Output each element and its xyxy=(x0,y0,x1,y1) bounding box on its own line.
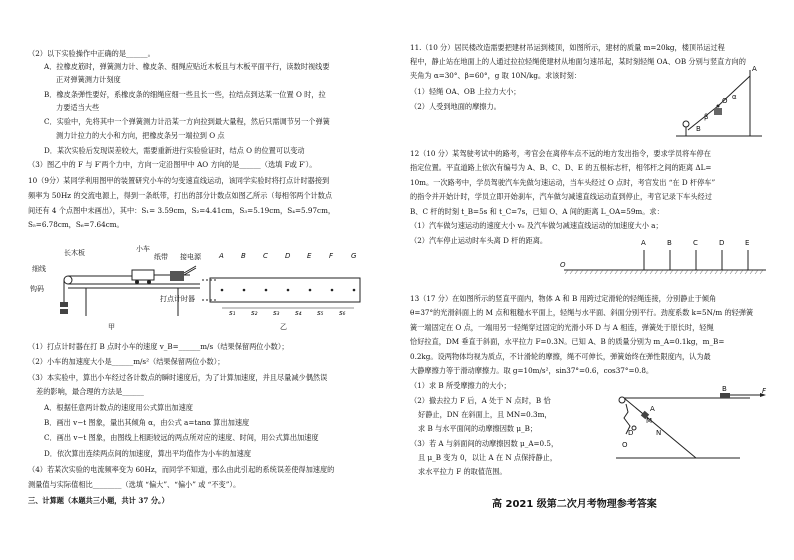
q13-line3: 簧一端固定在 O 点，一端用另一轻绳穿过固定的光滑小环 D 与 A 相连，弹簧处于原长时，轻绳 xyxy=(410,323,714,332)
q13-line5: 0.2kg。设两物体均视为质点，不计滑轮的摩擦，绳不可伸长，弹簧始终在弹性限度内，认为最 xyxy=(410,352,711,361)
q12-part1: （1）汽车做匀速运动的速度大小 v₀ 及汽车做匀减速直线运动的加速度大小 a； xyxy=(410,221,663,230)
road-hatch-mark xyxy=(740,270,743,274)
q10-figure xyxy=(28,228,368,336)
q13-label-a: A xyxy=(650,405,655,413)
road-hatch-mark xyxy=(745,270,748,274)
road-hatching xyxy=(565,270,763,274)
answer-key-title: 高 2021 级第二次月考物理参考答案 xyxy=(492,499,657,510)
q11-label-o: O xyxy=(722,97,728,105)
road-hatch-mark xyxy=(680,270,683,274)
q10-part2: （2）小车的加速度大小是______m/s²（结果保留两位小数）； xyxy=(28,357,225,366)
q13-label-b: B xyxy=(722,385,727,393)
q12-label-o: O xyxy=(560,261,566,269)
road-hatch-mark xyxy=(700,270,703,274)
road-hatch-mark xyxy=(570,270,573,274)
label-board: 长木板 xyxy=(64,249,85,257)
q12-part2: （2）汽车停止运动时车头离 D 杆的距离。 xyxy=(410,236,548,245)
q13-part2-line1: （2）撤去拉力 F 后，A 处于 N 点时，B 恰 xyxy=(410,396,551,405)
road-hatch-mark xyxy=(710,270,713,274)
q13-figure xyxy=(600,385,776,472)
q11-line2: 程中，静止站在地面上的人通过拉拉轻绳使建材从地面匀速吊起，某时刻轻绳 OA、OB 分别与竖直方向的 xyxy=(410,57,746,66)
q13-line4: 恰好拉直，DM 垂直于斜面，水平拉力 F=0.3N。已知 A、B 的质量分别为 m_A=0.1kg，m_B= xyxy=(410,337,725,346)
q13-label-o: O xyxy=(622,441,628,449)
label-figure-yi: 乙 xyxy=(280,323,287,331)
tape-segment-label: s₅ xyxy=(317,309,324,317)
road-hatch-mark xyxy=(695,270,698,274)
road-hatch-mark xyxy=(595,270,598,274)
pole-label-E: E xyxy=(745,239,750,247)
q13-line1: 13（17 分）在如图所示的竖直平面内，物体 A 和 B 用跨过定滑轮的轻绳连接，分别静止于倾角 xyxy=(410,294,717,303)
q11-line3: 夹角为 α=30°、β=60°，g 取 10N/kg。求该时刻： xyxy=(410,71,582,80)
road-hatch-mark xyxy=(685,270,688,274)
q13-line6: 大静摩擦力等于滑动摩擦力。取 g=10m/s²，sin37°=0.6，cos37°=0.8。 xyxy=(410,366,654,375)
road-hatch-mark xyxy=(755,270,758,274)
label-weight: 钩码 xyxy=(30,285,44,293)
tape-point-D xyxy=(287,289,290,292)
pole-label-A: A xyxy=(641,239,646,247)
q2-option-b-line1: B．橡皮条弹性要好，系橡皮条的细绳应细一些且长一些，拉结点到达某一位置 O 时，拉 xyxy=(44,90,326,99)
q10-line1: 10（9分）某同学利用图甲的装置研究小车的匀变速直线运动，该同学实验时将打点计时器接到 xyxy=(28,176,330,185)
q13-part2-line3: 求 B 与水平面间的动摩擦因数 μ_B； xyxy=(418,424,538,433)
q13-label-d: D xyxy=(628,429,634,437)
q2-option-a-line1: A．拉橡皮筋时，弹簧测力计、橡皮条、细绳应贴近木板且与木板平面平行，读数时视线要 xyxy=(44,62,330,71)
q2-option-c-line1: C．实验中，先将其中一个弹簧测力计沿某一方向拉到最大量程，然后只需调节另一个弹簧 xyxy=(44,117,330,126)
q2-heading: （2）以下实验操作中正确的是______。 xyxy=(28,49,155,58)
road-hatch-mark xyxy=(655,270,658,274)
q2-option-a-line2: 正对弹簧测力计刻度 xyxy=(56,75,121,84)
tape-label-B: B xyxy=(241,252,246,260)
tape-segment-label: s₆ xyxy=(339,309,346,317)
q10-part4-line2: 测量值与实际值相比________（选填 “偏大”、“偏小” 或 “不变”）。 xyxy=(28,480,241,489)
road-hatch-mark xyxy=(625,270,628,274)
road-poles xyxy=(644,250,748,270)
road-hatch-mark xyxy=(650,270,653,274)
q12-line4: 的指令并开始计时，学员立即开始刹车，汽车做匀减速直线运动直到停止，考官记录下车头经过 xyxy=(410,192,712,201)
road-hatch-mark xyxy=(600,270,603,274)
q11-label-alpha: α xyxy=(732,93,737,101)
tape-label-D: D xyxy=(285,252,291,260)
q13-line2: θ=37°的光滑斜面上的 M 点和粗糙水平面上，轻绳与水平面、斜面分别平行。劲度系数 k=5N/m 的轻弹簧 xyxy=(410,308,754,317)
q12-line3: 10m。一次路考中，学员驾驶汽车先做匀速运动，当车头经过 O 点时，考官发出 “在 D 杆停车” xyxy=(410,178,716,187)
tape-label-G: G xyxy=(351,252,357,260)
road-hatch-mark xyxy=(630,270,633,274)
road-hatch-mark xyxy=(575,270,578,274)
tape-label-A: A xyxy=(219,252,224,260)
q2-option-d: D．某次实验后发现误差较大，需要重新进行实验验证时，结点 O 的位置可以变动 xyxy=(44,146,305,155)
tape-point-G xyxy=(353,289,356,292)
q11-label-beta: β xyxy=(704,113,709,121)
q2-option-c-line2: 测力计拉力的大小和方向，把橡皮条另一端拉到 O 点 xyxy=(56,131,225,140)
q10-part3-option-c: C．画出 v−t 图象，由图线上相距较远的两点所对应的速度、时间，用公式算出加速度 xyxy=(44,433,319,442)
road-hatch-mark xyxy=(615,270,618,274)
label-figure-jia: 甲 xyxy=(108,323,115,331)
tape-point-E xyxy=(309,289,312,292)
q13-label-n: N xyxy=(656,429,662,437)
q10-line3: 间还有 4 个点图中未画出），其中：S₁= 3.59cm，S₂=4.41cm，S₃=5.19cm，S₄=5.97cm， xyxy=(28,206,336,215)
label-tape: 纸带 xyxy=(154,253,168,261)
q3-text: （3）图乙中的 F 与 F′两个力中，方向一定沿图甲中 AO 方向的是______（选填 F或 F′）。 xyxy=(28,160,317,169)
tape-point-B xyxy=(243,289,246,292)
road-hatch-mark xyxy=(720,270,723,274)
q10-line4: S₅=6.78cm，S₆=7.64cm。 xyxy=(28,220,124,229)
tape-segment-label: s₂ xyxy=(251,309,258,317)
section-3-heading: 三、计算题（本题共三小题，共计 37 分。） xyxy=(28,496,169,505)
q11-line1: 11.（10 分）居民楼改造需要把建材吊运到楼顶，如图所示，建材的质量 m=20kg，楼顶吊运过程 xyxy=(410,43,725,52)
road-hatch-mark xyxy=(670,270,673,274)
road-hatch-mark xyxy=(690,270,693,274)
q12-line5: B、C 杆的时刻 t_B=5s 和 t_C=7s，已知 O、A 间的距离 L_OA=59m。求： xyxy=(410,207,664,216)
tape-label-E: E xyxy=(307,252,312,260)
tape-label-C: C xyxy=(263,252,268,260)
label-string: 细线 xyxy=(32,265,46,273)
road-hatch-mark xyxy=(660,270,663,274)
road-hatch-mark xyxy=(635,270,638,274)
road-hatch-mark xyxy=(645,270,648,274)
q13-part1: （1）求 B 所受摩擦力的大小； xyxy=(410,381,511,390)
road-hatch-mark xyxy=(665,270,668,274)
tape-point-A xyxy=(221,289,224,292)
q10-part1: （1）打点计时器在打 B 点时小车的速度 v_B=______m/s（结果保留两位小数）； xyxy=(28,342,289,351)
q10-line2: 频率为 50Hz 的交流电源上，得到一条纸带，打出的部分计数点如图乙所示（每相邻两个计数点 xyxy=(28,191,333,200)
q12-figure xyxy=(560,239,770,278)
q12-line1: 12（10 分）某驾驶考试中的路考，考官会在离停车点不远的地方发出指令，要求学员将车停在 xyxy=(410,149,711,158)
road-hatch-mark xyxy=(605,270,608,274)
road-hatch-mark xyxy=(590,270,593,274)
road-hatch-mark xyxy=(715,270,718,274)
road-hatch-mark xyxy=(750,270,753,274)
road-hatch-mark xyxy=(640,270,643,274)
q10-part3-option-b: B．画出 v−t 图象，量出其倾角 α，由公式 a=tanα 算出加速度 xyxy=(44,418,250,427)
tape-segment-label: s₃ xyxy=(273,309,280,317)
tape-point-C xyxy=(265,289,268,292)
q13-part2-line2: 好静止，DN 在斜面上，且 MN=0.3m， xyxy=(418,410,552,419)
tape-point-F xyxy=(331,289,334,292)
q10-part4-line1: （4）若某次实验的电流频率变为 60Hz，而同学不知道，那么由此引起的系统误差使得加速度的 xyxy=(28,465,335,474)
road-hatch-mark xyxy=(705,270,708,274)
label-power: 接电源 xyxy=(180,253,201,261)
label-cart: 小车 xyxy=(136,245,150,253)
tape-point-ticks xyxy=(221,289,356,292)
road-hatch-mark xyxy=(735,270,738,274)
road-hatch-mark xyxy=(730,270,733,274)
q13-label-f: F xyxy=(762,387,767,395)
q10-part3-line1: （3）本实验中，算出小车经过各计数点的瞬时速度后，为了计算加速度，并且尽量减少偶然误 xyxy=(28,373,328,382)
road-hatch-mark xyxy=(580,270,583,274)
road-hatch-mark xyxy=(760,270,763,274)
q2-option-b-line2: 力要适当大些 xyxy=(56,103,100,112)
q11-figure xyxy=(674,66,764,146)
q10-part3-line2: 差的影响，最合理的方法是______ xyxy=(36,387,144,396)
q13-part3-line2: 且 μ_B 变为 0，以让 A 在 N 点保持静止， xyxy=(418,453,558,462)
tape-segment-label: s₁ xyxy=(229,309,236,317)
label-timer: 打点计时器 xyxy=(160,295,195,303)
q11-label-b: B xyxy=(696,125,701,133)
q13-label-m: M xyxy=(646,417,653,425)
road-hatch-mark xyxy=(620,270,623,274)
q10-part3-option-d: D．依次算出连续两点间的加速度，算出平均值作为小车的加速度 xyxy=(44,449,252,458)
pole-label-C: C xyxy=(693,239,698,247)
road-hatch-mark xyxy=(675,270,678,274)
q13-part3-line1: （3）若 A 与斜面间的动摩擦因数 μ_A=0.5， xyxy=(410,439,559,448)
road-hatch-mark xyxy=(565,270,568,274)
tape-segment-label: s₄ xyxy=(295,309,302,317)
q11-label-a: A xyxy=(752,65,757,73)
road-hatch-mark xyxy=(725,270,728,274)
q10-part3-option-a: A．根据任意两计数点的速度用公式算出加速度 xyxy=(44,403,193,412)
pole-label-B: B xyxy=(667,239,672,247)
pole-label-D: D xyxy=(719,239,725,247)
q11-part2: （2）人受到地面的摩擦力。 xyxy=(410,102,501,111)
road-hatch-mark xyxy=(585,270,588,274)
tape-label-F: F xyxy=(329,252,334,260)
q12-line2: 指定位置。平直道路上依次有编号为 A、B、C、D、E 的五根标志杆，相邻杆之间的距离 ΔL= xyxy=(410,163,712,172)
road-hatch-mark xyxy=(610,270,613,274)
q13-part3-line3: 求水平拉力 F 的取值范围。 xyxy=(418,467,507,476)
q11-part1: （1）轻绳 OA、OB 上拉力大小； xyxy=(410,87,521,96)
